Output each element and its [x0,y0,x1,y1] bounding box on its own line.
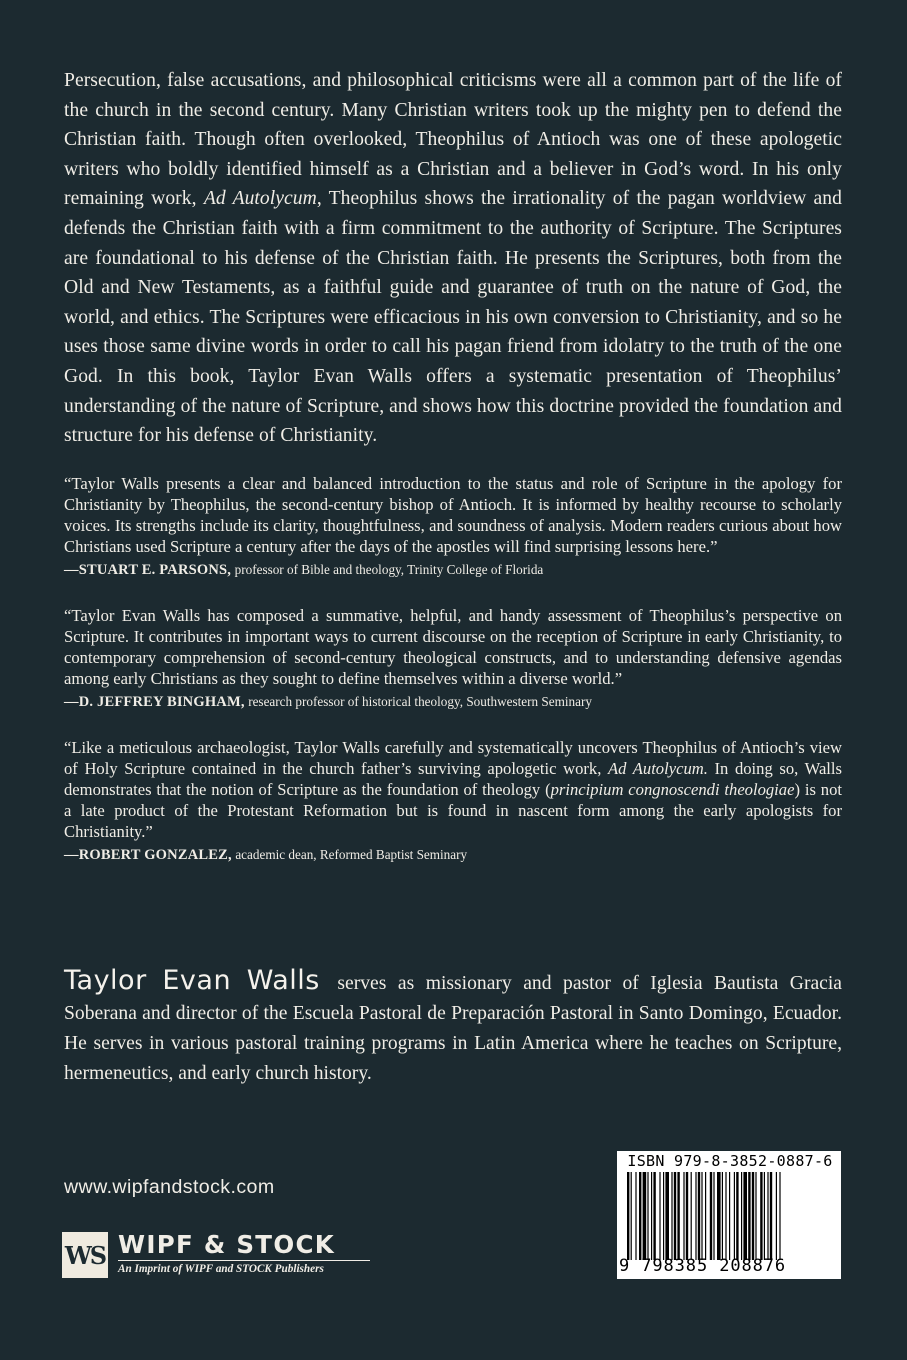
endorsement-quote: “Taylor Evan Walls has composed a summative, helpful, and handy assessment of Theophilus’s perspective on Scripture. It contributes in important ways to current discourse on the reception of Scripture in early Christianity, to contemporary comprehension of second-century theological constructs, and to understanding defensive agendas among early Christians as they sought to define themselves within a diverse world.” [64,605,842,688]
barcode-digits: 9 798385 208876 [619,1256,787,1276]
endorsement-attribution [64,560,842,581]
endorser-name: —STUART E. PARSONS, [64,561,232,578]
endorser-role: academic dean, Reformed Baptist Seminary [235,846,468,862]
endorsement-attribution [64,692,842,713]
endorser-role: research professor of historical theology, Southwestern Seminary [248,693,592,709]
endorser-role: professor of Bible and theology, Trinity College of Florida [234,561,544,577]
description-text-rest: , Theophilus shows the irrationality of the pagan worldview and defends the Christian faith with a firm commitment to the authority of Scripture. The Scriptures are foundational to his defense of the Christian faith. He presents the Scriptures, both from the Old and New Testaments, as a faithful guide and guarantee of truth on the nature of God, the world, and ethics. The Scriptures were efficacious in his own conversion to Christianity, and so he uses those same divine words in order to call his pagan friend from idolatry to the truth of the one God. In this book, Taylor Evan Walls offers a systematic presentation of Theophilus’ understanding of the nature of Scripture, and shows how this doctrine provided the foundation and structure for his defense of Christianity. [64,188,842,447]
endorsement-quote: “Taylor Walls presents a clear and balanced introduction to the status and role of Scripture in the apology for Christianity by Theophilus, the second-century bishop of Antioch. It is informed by healthy recourse to scholarly voices. Its strengths include its clarity, thoughtfulness, and soundness of analysis. Modern readers curious about how Christians used Scripture a century after the days of the apostles will find surprising lessons here.” [64,473,842,556]
back-cover-content [64,66,842,866]
book-description [64,66,842,451]
author-name: Taylor Evan Walls [64,965,320,996]
endorsement-attribution [64,845,842,866]
description-text: Persecution, false accusations, and philosophical criticisms were all a common part of the life of the church in the second century. Many Christian writers took up the mighty pen to defend the Christian faith. Though often overlooked, Theophilus of Antioch was one of these apologetic writers who boldly identified himself as a Christian and a believer in God’s word. In his only remaining work, [64,70,842,210]
work-title: Ad Autolycum [203,188,317,210]
barcode-icon [627,1172,831,1260]
ws-logo-icon: WS [62,1232,108,1278]
endorsement-quote: “Like a meticulous archaeologist, Taylor Walls carefully and systematically uncovers Theophilus of Antioch’s view of Holy Scripture contained in the church father’s surviving apologetic work, Ad Autolycum. In doing so, Walls demonstrates that the notion of Scripture as the foundation of theology (principium congnoscendi theologiae) is not a late product of the Protestant Reformation but is found in nascent form among the early apologists for Christianity.” [64,737,842,841]
endorser-name: —D. JEFFREY BINGHAM, [64,693,245,710]
publisher-tagline: An Imprint of WIPF and STOCK Publishers [118,1263,324,1275]
isbn-label: ISBN 979-8-3852-0887-6 [627,1152,833,1170]
author-bio [64,966,842,1089]
logo-divider [118,1260,370,1261]
endorsements [64,473,842,866]
publisher-name: WIPF & STOCK [118,1230,336,1259]
publisher-url[interactable]: www.wipfandstock.com [64,1176,275,1198]
endorser-name: —ROBERT GONZALEZ, [64,846,232,863]
publisher-logo [62,1232,382,1280]
author-bio-text: serves as missionary and pastor of Iglesia Bautista Gracia Soberana and director of the Escuela Pastoral de Preparación Pastoral in Santo Domingo, Ecuador. He serves in various pastoral training programs in Latin America where he teaches on Scripture, hermeneutics, and early church history. [64,973,842,1084]
isbn-barcode [617,1151,841,1279]
